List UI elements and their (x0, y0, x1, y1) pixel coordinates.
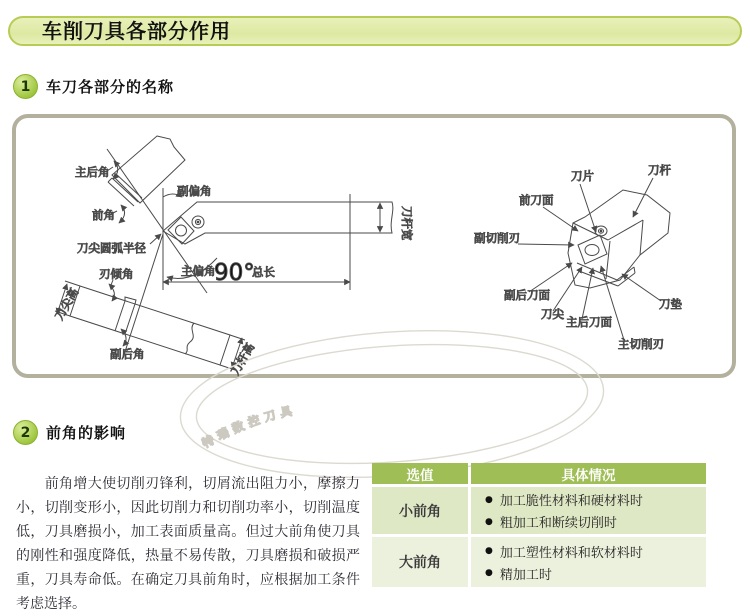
row-details (471, 537, 706, 587)
leader-tool-tip (553, 267, 582, 311)
table-header-row (372, 463, 706, 484)
insert-joint-line (125, 304, 135, 334)
shim-line (617, 267, 634, 280)
insert-plate-line (108, 182, 134, 206)
top-view-tool-drawing (107, 149, 414, 358)
label-main-lead-angle: 主偏角 (181, 264, 216, 278)
label-tool-tip: 刀尖 (541, 307, 564, 321)
insert-plate-line (112, 178, 138, 202)
label-insert: 刀片 (571, 169, 594, 183)
label-secondary-flank-face: 副后刀面 (504, 288, 550, 302)
label-main-relief-angle: 主后角 (75, 165, 110, 179)
label-edge-inclination: 刃倾角 (99, 267, 134, 281)
dimension-tick (230, 335, 245, 340)
table-row (372, 487, 706, 534)
insert-hole (176, 225, 187, 236)
list-item (485, 564, 706, 583)
insert-joint-line (115, 301, 125, 331)
list-item-text: 加工脆性材料和硬材料时 (499, 494, 643, 509)
section-1-header (13, 74, 174, 99)
label-secondary-cutting-edge: 副切削刃 (474, 231, 520, 245)
row-label-large-rake: 大前角 (372, 537, 468, 587)
label-shank-height: 刀杆高 (227, 340, 258, 378)
leader-rake-face (543, 207, 578, 231)
label-shank-width: 刀杆宽 (400, 206, 414, 241)
label-shank: 刀杆 (648, 163, 671, 177)
edge-inclination-arc (109, 284, 114, 301)
label-main-cutting-edge: 主切削刃 (618, 337, 664, 351)
rake-angle-arc (119, 205, 125, 223)
section-2-title: 前角的影响 (46, 424, 127, 442)
leader-insert (580, 184, 596, 232)
list-item (485, 512, 706, 531)
iso-edge (608, 220, 643, 240)
rake-angle-table (372, 463, 706, 590)
list-item (485, 490, 706, 509)
label-shim: 刀垫 (659, 297, 682, 311)
section-1-title: 车刀各部分的名称 (46, 78, 175, 96)
insert-iso (578, 235, 607, 264)
list-item-text: 粗加工和断续切削时 (499, 516, 617, 531)
bullet-icon: ● (485, 546, 493, 556)
label-nose-radius: 刀尖圆弧半径 (77, 241, 146, 255)
insert-hole-iso (585, 245, 599, 256)
side-view-shank (70, 286, 230, 365)
clamp-screw-dot (197, 221, 199, 223)
shim-line (634, 267, 635, 273)
iso-edge (573, 223, 608, 240)
insert-plate-line (116, 174, 142, 198)
list-item (485, 542, 706, 561)
leader-shim (622, 274, 661, 301)
table-row (372, 537, 706, 587)
bullet-icon: ● (485, 494, 493, 505)
watermark-text: 特瑞数控刀具 (199, 402, 299, 451)
leader-secondary-cutting-edge (518, 244, 574, 245)
row-details (471, 487, 706, 534)
label-rake-angle: 前角 (92, 208, 115, 222)
bullet-icon: ● (485, 568, 493, 578)
label-secondary-relief-angle: 副后角 (110, 347, 145, 361)
section-2-header (13, 420, 126, 445)
nose-radius-leader (150, 234, 161, 244)
leader-main-flank (582, 268, 593, 319)
insert-top-view (168, 217, 194, 244)
iso-shank-outline (568, 190, 670, 288)
list-item-text: 加工塑性材料和软材料时 (499, 545, 643, 561)
tool-parts-diagram (12, 114, 736, 378)
iso-edge (606, 241, 610, 279)
label-total-length: 总长 (252, 265, 275, 279)
screw-head-iso-dot (600, 230, 602, 232)
dimension-tick (65, 281, 80, 286)
label-main-flank-face: 主后刀面 (566, 315, 612, 329)
section-1-badge: 1 (13, 74, 38, 99)
row-label-small-rake: 小前角 (372, 487, 468, 534)
isometric-tool-drawing (474, 163, 682, 351)
label-secondary-lead-angle: 副偏角 (177, 184, 212, 198)
bullet-icon: ● (485, 516, 493, 527)
tilted-tool-body (112, 136, 185, 203)
label-angle-90: 90° (214, 260, 255, 286)
break-line (185, 323, 194, 354)
section-2-badge: 2 (13, 420, 38, 445)
rake-angle-paragraph: 前角增大使切削刃锋利，切屑流出阻力小，摩擦力小，切削变形小，因此切削力和切削功率小，切削温度低，刀具磨损小，加工表面质量高。但过大前角使刀具的刚性和强度降低，热量不易传散，刀具磨损和破损严重，刀具寿命低。在确定刀具前角时，应根据加工条件考虑选择。 (16, 476, 360, 612)
label-tip-height: 刀尖高 (51, 285, 82, 323)
iso-edge (640, 220, 643, 255)
column-header-value: 选值 (372, 463, 468, 484)
page-title: 车削刀具各部分作用 (8, 16, 742, 46)
shim-line (579, 271, 618, 286)
list-item-text: 精加工时 (499, 567, 552, 583)
column-header-detail: 具体情况 (471, 463, 706, 484)
label-rake-face: 前刀面 (519, 193, 554, 207)
